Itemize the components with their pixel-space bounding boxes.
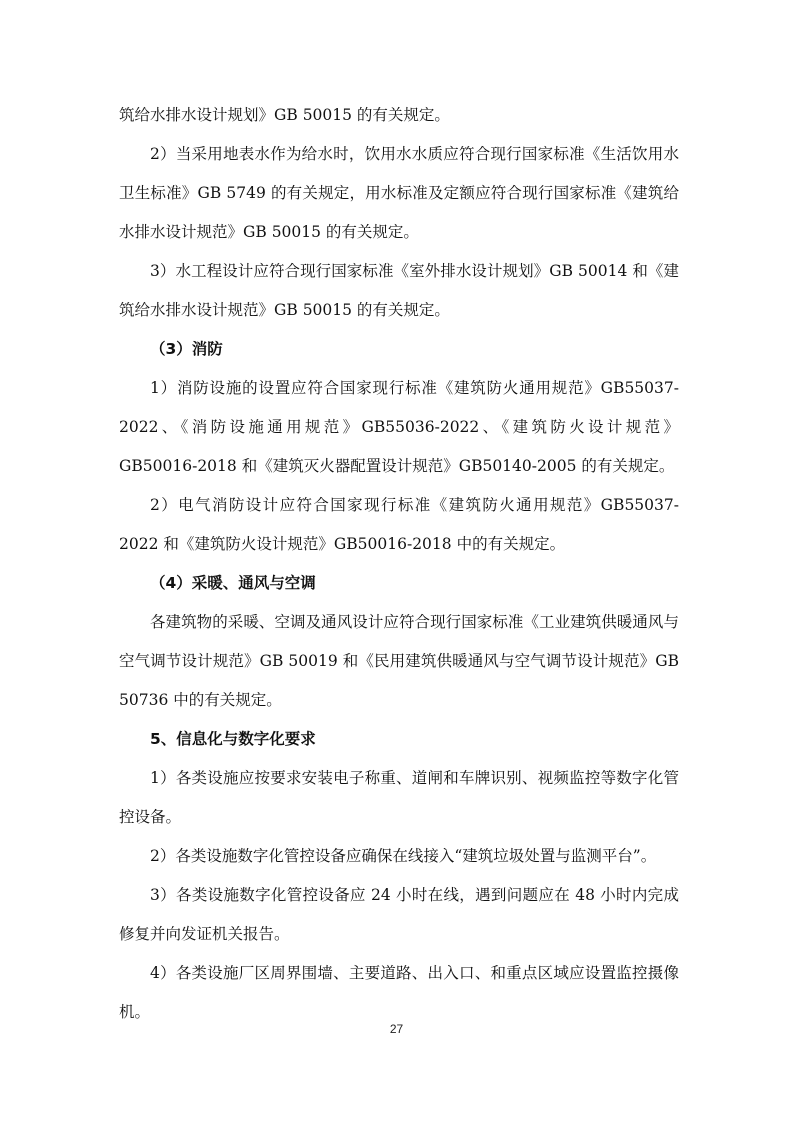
paragraph-surveillance-cameras: 4）各类设施厂区周界围墙、主要道路、出入口、和重点区域应设置监控摄像机。 bbox=[119, 964, 679, 1021]
paragraph-continuation: 筑给水排水设计规划》GB 50015 的有关规定。 bbox=[119, 106, 450, 124]
paragraph-surface-water: 2）当采用地表水作为给水时，饮用水水质应符合现行国家标准《生活饮用水卫生标准》GB 5749 的有关规定，用水标准及定额应符合现行国家标准《建筑给水排水设计规范》GB 50015 的有关规定。 bbox=[119, 145, 679, 241]
paragraph-digital-equipment: 1）各类设施应按要求安装电子称重、道闸和车牌识别、视频监控等数字化管控设备。 bbox=[119, 769, 679, 826]
heading-informatization: 5、信息化与数字化要求 bbox=[150, 730, 316, 748]
page-content bbox=[119, 96, 679, 1032]
paragraph-hvac-design: 各建筑物的采暖、空调及通风设计应符合现行国家标准《工业建筑供暖通风与空气调节设计规范》GB 50019 和《民用建筑供暖通风与空气调节设计规范》GB 50736 中的有关规定。 bbox=[119, 613, 679, 709]
paragraph-online-24h: 3）各类设施数字化管控设备应 24 小时在线，遇到问题应在 48 小时内完成修复并向发证机关报告。 bbox=[119, 886, 679, 943]
page-number: 27 bbox=[389, 1022, 404, 1036]
paragraph-platform-access: 2）各类设施数字化管控设备应确保在线接入“建筑垃圾处置与监测平台”。 bbox=[150, 847, 657, 865]
paragraph-electrical-fire: 2）电气消防设计应符合国家现行标准《建筑防火通用规范》GB55037-2022 和《建筑防火设计规范》GB50016-2018 中的有关规定。 bbox=[119, 496, 679, 553]
heading-fire-protection: （3）消防 bbox=[150, 340, 223, 358]
heading-hvac: （4）采暖、通风与空调 bbox=[150, 574, 316, 592]
paragraph-water-engineering: 3）水工程设计应符合现行国家标准《室外排水设计规划》GB 50014 和《建筑给水排水设计规范》GB 50015 的有关规定。 bbox=[119, 262, 679, 319]
paragraph-fire-facilities: 1）消防设施的设置应符合国家现行标准《建筑防火通用规范》GB55037-2022、《消防设施通用规范》GB55036-2022、《建筑防火设计规范》GB50016-2018 和《建筑灭火器配置设计规范》GB50140-2005 的有关规定。 bbox=[119, 379, 679, 475]
